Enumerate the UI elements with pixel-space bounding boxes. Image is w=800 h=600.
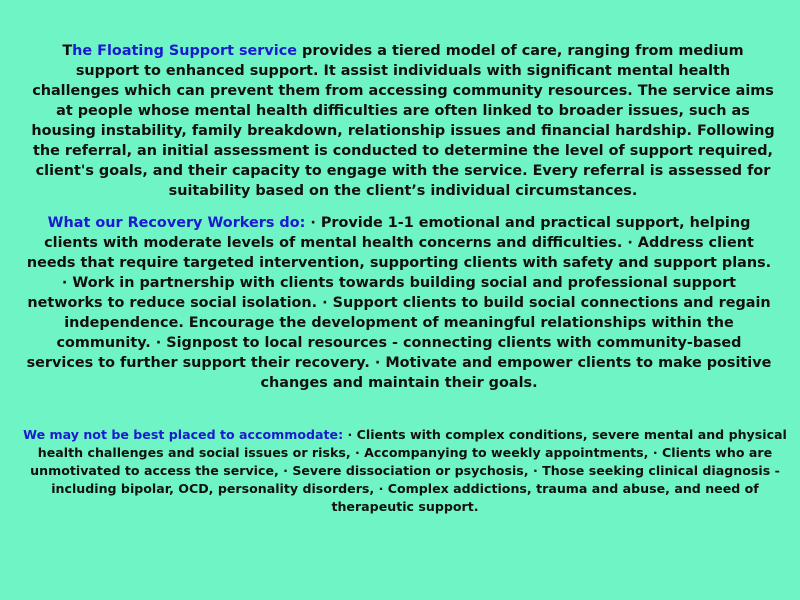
recovery-workers-text: · Provide 1-1 emotional and practical support, helping clients with moderate levels of mental health concerns and difficulties. · Address client needs that require targeted intervention, supporting clients with safety and support plans. · Work in partnership with clients towards building social and professional support networks to reduce social isolation. · Support clients to build social connections and regain independence. Encourage the development of meaningful relationships within the community. · Signpost to local resources - connecting clients with community-based services to further support their recovery. · Motivate and empower clients to make positive changes and maintain their goals. bbox=[26, 215, 772, 391]
service-description-paragraph bbox=[30, 41, 776, 201]
exclusions-heading: We may not be best placed to accommodate: bbox=[23, 427, 344, 442]
recovery-workers-heading: What our Recovery Workers do: bbox=[47, 215, 306, 231]
service-name-heading: he Floating Support service bbox=[72, 43, 298, 59]
service-description-text: provides a tiered model of care, ranging from medium support to enhanced support. It assist individuals with significant mental health challenges which can prevent them from accessing community resources. The service aims at people whose mental health difficulties are often linked to broader issues, such as housing instability, family breakdown, relationship issues and financial hardship. Following the referral, an initial assessment is conducted to determine the level of support required, client's goals, and their capacity to engage with the service. Every referral is assessed for suitability based on the client’s individual circumstances. bbox=[31, 43, 775, 199]
recovery-workers-paragraph bbox=[22, 213, 776, 393]
exclusions-paragraph bbox=[22, 426, 788, 516]
exclusions-text: · Clients with complex conditions, severe mental and physical health challenges and social issues or risks, · Accompanying to weekly appointments, · Clients who are unmotivated to access the service, · Severe dissociation or psychosis, · Those seeking clinical diagnosis - including bipolar, OCD, personality disorders, · Complex addictions, trauma and abuse, and need of therapeutic support. bbox=[30, 427, 787, 514]
service-name-first-letter: T bbox=[62, 43, 73, 59]
